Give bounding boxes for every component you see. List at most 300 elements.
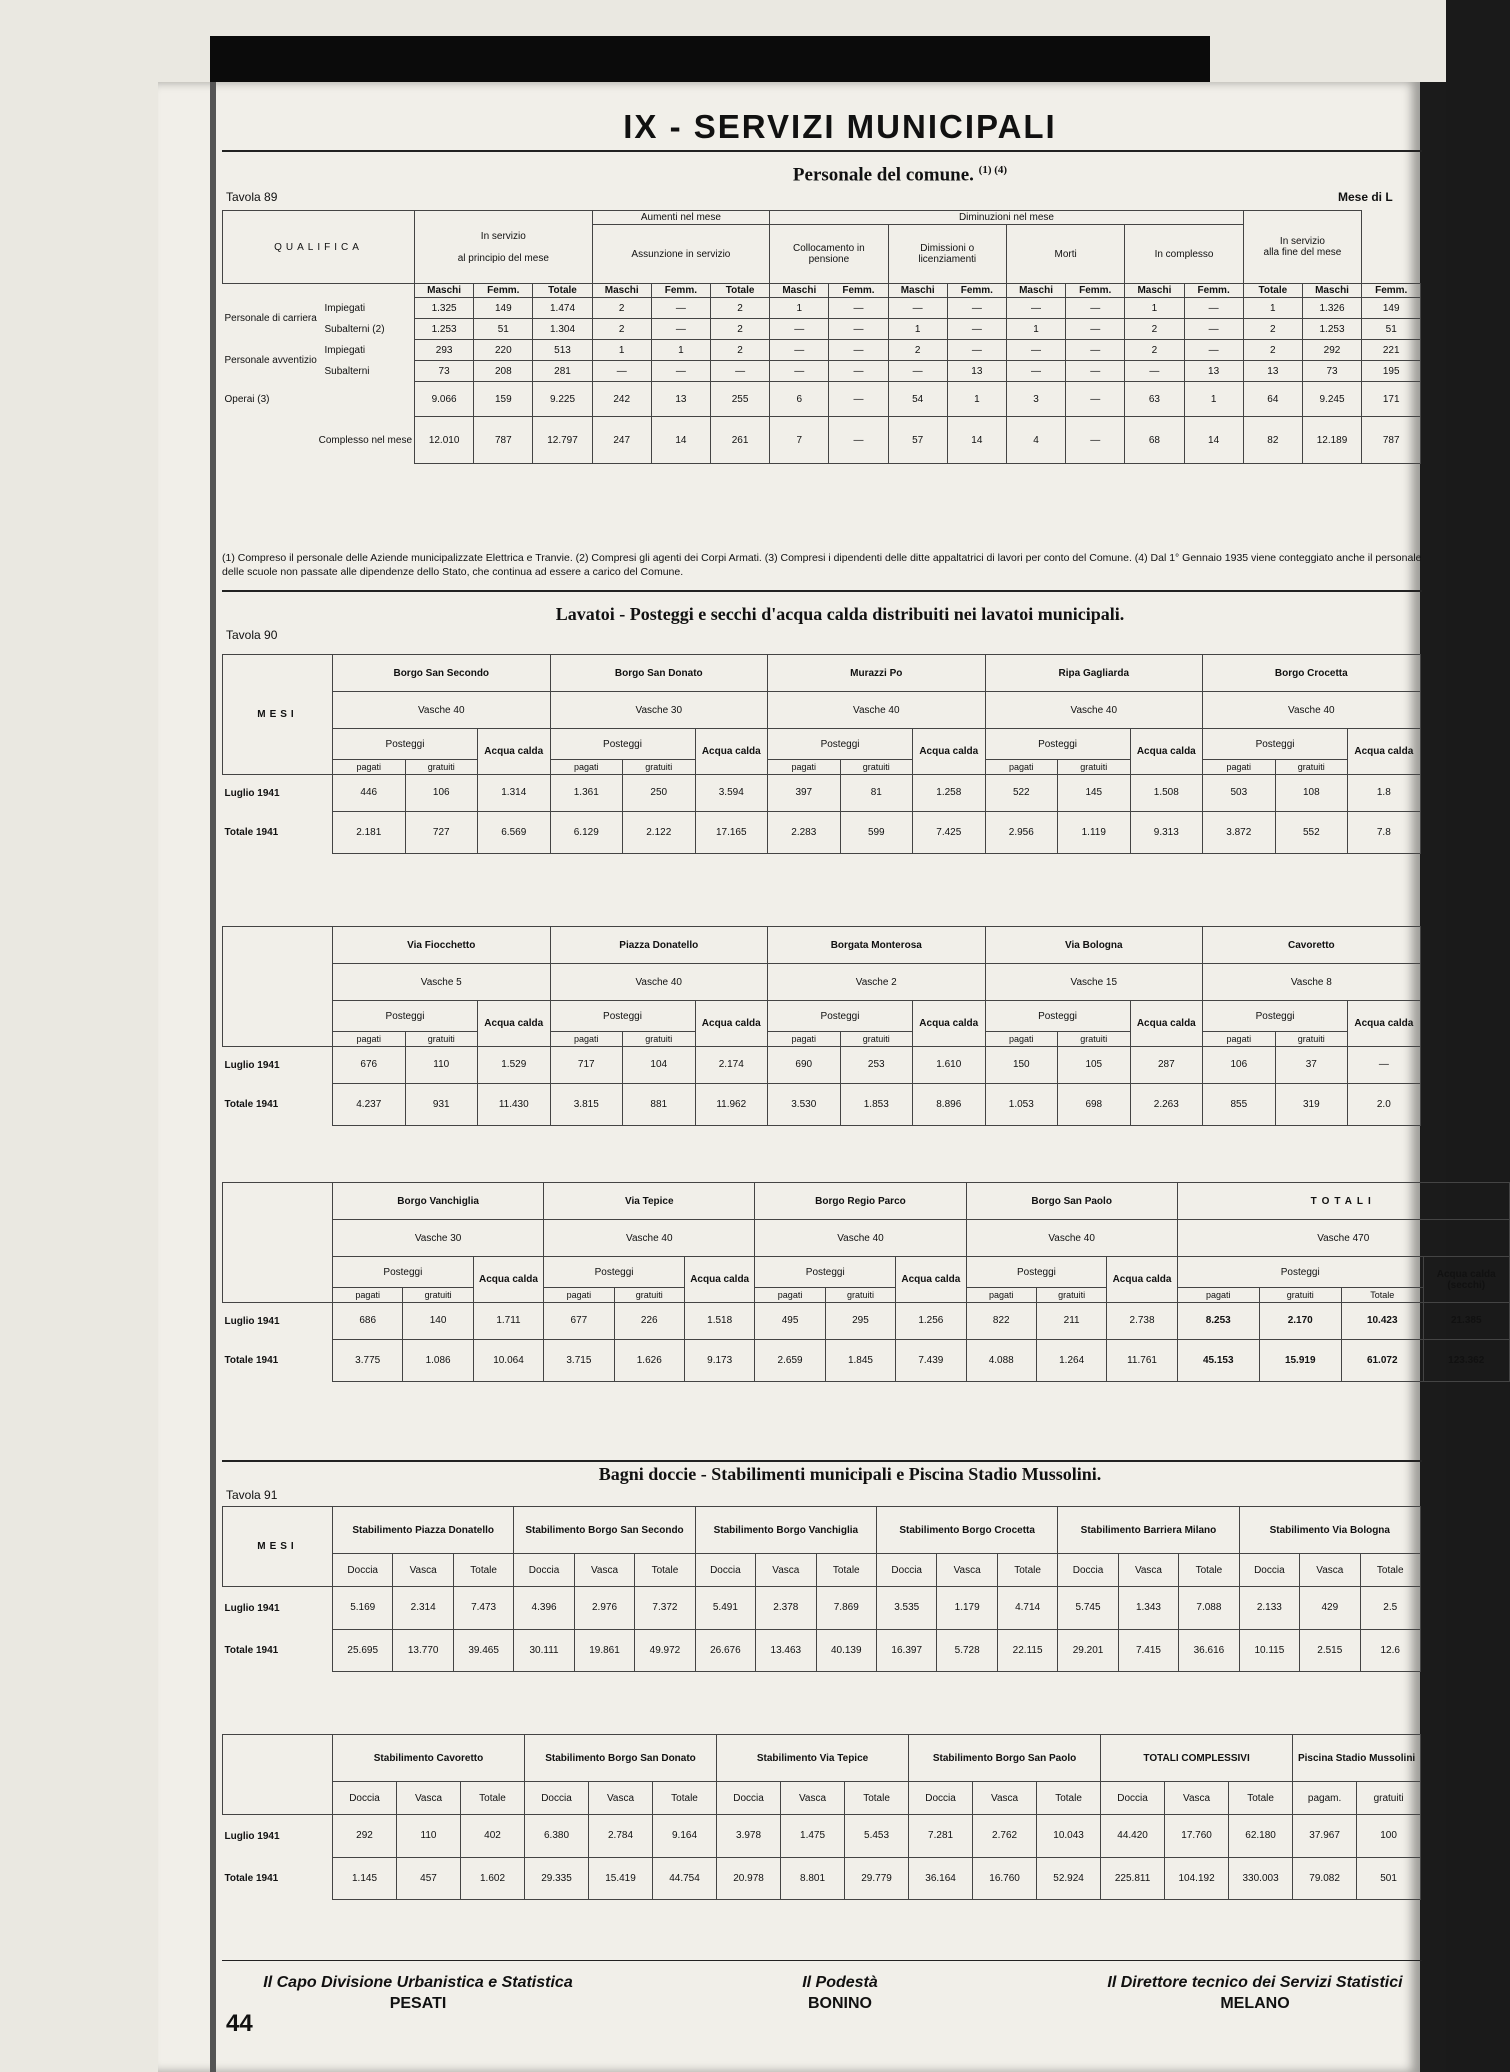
laundry-data-row	[223, 811, 1421, 853]
table-cell: 255	[710, 382, 769, 417]
total-header: Totale	[845, 1782, 909, 1815]
station-tubs: Vasche 15	[985, 964, 1203, 1001]
station-tubs: Vasche 40	[755, 1220, 966, 1257]
station-tubs: Vasche 40	[985, 692, 1203, 729]
table-cell: 2.174	[695, 1047, 768, 1084]
table-cell: 8.253	[1177, 1303, 1259, 1340]
table-cell: —	[1006, 361, 1065, 382]
table-cell: 397	[768, 775, 841, 812]
table-cell: —	[1184, 298, 1243, 319]
stalls-header: Posteggi	[985, 729, 1130, 760]
table-cell: 4.237	[333, 1083, 406, 1125]
shower-header: Doccia	[909, 1782, 973, 1815]
table-cell: —	[1066, 340, 1125, 361]
table-cell: 29.779	[845, 1857, 909, 1899]
sex-subheader-cell: Totale	[533, 284, 592, 298]
station-tubs: Vasche 40	[768, 692, 986, 729]
table-cell: 2	[710, 340, 769, 361]
table-cell: 40.139	[816, 1629, 876, 1671]
table-cell: —	[651, 319, 710, 340]
table-cell: 25.695	[333, 1629, 393, 1671]
table-cell: 14	[1184, 417, 1243, 464]
table-cell: 503	[1203, 775, 1276, 812]
table-cell: 22.115	[997, 1629, 1057, 1671]
hot-water-header: Acqua calda	[913, 1001, 986, 1047]
tavola-89-month: Mese di L	[1338, 190, 1393, 204]
station-name: Murazzi Po	[768, 655, 986, 692]
table-cell: 110	[405, 1047, 478, 1084]
tavola-89-title: Personale del comune. $^{(1) (4)}$	[792, 164, 1008, 186]
table-cell: —	[829, 361, 888, 382]
table-cell: 10.064	[473, 1339, 543, 1381]
table-cell: 64	[1243, 382, 1302, 417]
table-cell: 1.053	[985, 1083, 1058, 1125]
free-header: gratuiti	[840, 1032, 913, 1047]
total-header: Totale	[453, 1554, 513, 1587]
station-name: Borgo San Donato	[550, 655, 768, 692]
total-decrease-header: In complesso	[1125, 225, 1243, 284]
free-header: gratuiti	[1275, 760, 1348, 775]
table-cell: 110	[397, 1815, 461, 1858]
table-cell: 1	[770, 298, 829, 319]
table-cell: 17.760	[1165, 1815, 1229, 1858]
table-cell: 149	[474, 298, 533, 319]
table-cell: 457	[397, 1857, 461, 1899]
table-cell: 2.0	[1348, 1083, 1421, 1125]
table-cell: 79.082	[1293, 1857, 1357, 1899]
table-cell: 1.518	[684, 1303, 754, 1340]
sex-subheader-cell: Maschi	[888, 284, 947, 298]
row-label: Luglio 1941	[224, 787, 280, 799]
scan-shadow-top	[210, 36, 1210, 82]
pool-free-header: gratuiti	[1357, 1782, 1421, 1815]
hot-water-header: Acqua calda	[913, 729, 986, 775]
total-header: Totale	[816, 1554, 876, 1587]
table-cell: 36.164	[909, 1857, 973, 1899]
sex-subheader-cell: Maschi	[1006, 284, 1065, 298]
hot-water-header: Acqua calda	[473, 1257, 543, 1303]
table-cell: 140	[403, 1303, 473, 1340]
table-cell: 1.258	[913, 775, 986, 812]
table-cell: 15.919	[1259, 1339, 1341, 1381]
table-cell: 2.314	[393, 1587, 453, 1630]
table-cell: 3.815	[550, 1083, 623, 1125]
shower-header: Doccia	[333, 1782, 397, 1815]
tub-header: Vasca	[393, 1554, 453, 1587]
station-tubs: Vasche 40	[550, 964, 768, 1001]
table-cell: 105	[1058, 1047, 1131, 1084]
table-cell: 104	[623, 1047, 696, 1084]
table-cell: 61.072	[1341, 1339, 1423, 1381]
table-cell: 1.475	[781, 1815, 845, 1858]
table-cell: 171	[1362, 382, 1421, 417]
table-cell: 250	[623, 775, 696, 812]
row-label: Luglio 1941	[224, 1830, 280, 1842]
station-name: Via Bologna	[985, 927, 1203, 964]
table-cell: —	[1066, 382, 1125, 417]
table-cell: 1	[1184, 382, 1243, 417]
sex-subheader-cell: Femm.	[829, 284, 888, 298]
table-cell: 4.714	[997, 1587, 1057, 1630]
table-cell: 5.491	[695, 1587, 755, 1630]
stalls-header: Posteggi	[1203, 1001, 1348, 1032]
table-cell: 8.801	[781, 1857, 845, 1899]
personnel-row	[223, 298, 1421, 319]
tub-header: Vasca	[937, 1554, 997, 1587]
table-cell: 2.122	[623, 811, 696, 853]
table-cell: 522	[985, 775, 1058, 812]
shower-header: Doccia	[1101, 1782, 1165, 1815]
table-cell: —	[1066, 417, 1125, 464]
total-header: Totale	[653, 1782, 717, 1815]
table-cell: —	[1125, 361, 1184, 382]
baths-block-top	[222, 1506, 1421, 1672]
table-cell: 787	[474, 417, 533, 464]
table-cell: 2	[1243, 340, 1302, 361]
free-header: gratuiti	[1259, 1288, 1341, 1303]
station-tubs: Vasche 40	[544, 1220, 755, 1257]
table-cell: 220	[474, 340, 533, 361]
section-rule-2	[222, 1460, 1422, 1462]
table-cell: 11.962	[695, 1083, 768, 1125]
table-cell: 1.853	[840, 1083, 913, 1125]
sex-subheader-cell: Maschi	[770, 284, 829, 298]
table-cell: 159	[474, 382, 533, 417]
table-cell: 319	[1275, 1083, 1348, 1125]
table-cell: 19.861	[574, 1629, 634, 1671]
table-cell: 73	[1302, 361, 1361, 382]
table-cell: —	[710, 361, 769, 382]
months-header: MESI	[223, 655, 333, 775]
table-cell: 37.967	[1293, 1815, 1357, 1858]
table-cell: 855	[1203, 1083, 1276, 1125]
sex-subheader-cell: Femm.	[474, 284, 533, 298]
free-header: gratuiti	[405, 1032, 478, 1047]
table-cell: —	[1066, 361, 1125, 382]
bath-station-name: Stabilimento Barriera Milano	[1058, 1507, 1239, 1554]
table-cell: 6	[770, 382, 829, 417]
paid-header: pagati	[333, 1032, 406, 1047]
table-cell: 9.313	[1130, 811, 1203, 853]
table-cell: 3.594	[695, 775, 768, 812]
table-cell: 54	[888, 382, 947, 417]
table-cell: 1.086	[403, 1339, 473, 1381]
resignation-header: Dimissioni o licenziamenti	[888, 225, 1006, 284]
table-cell: 104.192	[1165, 1857, 1229, 1899]
table-cell: 1.304	[533, 319, 592, 340]
table-cell: 8.896	[913, 1083, 986, 1125]
tub-header: Vasca	[1118, 1554, 1178, 1587]
table-cell: 2	[592, 298, 651, 319]
personnel-row-label: Operai (3)	[224, 393, 270, 405]
personnel-row-label: Subalterni	[324, 365, 370, 377]
free-header: gratuiti	[1058, 1032, 1131, 1047]
free-header: gratuiti	[623, 1032, 696, 1047]
table-cell: 2.378	[756, 1587, 816, 1630]
laundry-block-2	[222, 926, 1421, 1126]
table-cell: 7.869	[816, 1587, 876, 1630]
hiring-header: Assunzione in servizio	[592, 225, 770, 284]
table-cell: 4.088	[966, 1339, 1036, 1381]
sex-subheader-cell: Femm.	[1184, 284, 1243, 298]
table-cell: 2.738	[1107, 1303, 1177, 1340]
table-cell: 149	[1362, 298, 1421, 319]
stalls-header: Posteggi	[966, 1257, 1107, 1288]
row-label: Luglio 1941	[224, 1315, 280, 1327]
free-header: gratuiti	[840, 760, 913, 775]
title-rule	[222, 150, 1422, 152]
hot-water-header: Acqua calda	[896, 1257, 966, 1303]
table-cell: 6.569	[478, 811, 551, 853]
table-cell: 1.256	[896, 1303, 966, 1340]
station-name: Cavoretto	[1203, 927, 1421, 964]
row-label: Totale 1941	[224, 1098, 279, 1110]
table-cell: 9.225	[533, 382, 592, 417]
table-cell: 9.066	[415, 382, 474, 417]
free-header: gratuiti	[1275, 1032, 1348, 1047]
table-cell: —	[1184, 319, 1243, 340]
row-label: Totale 1941	[224, 826, 279, 838]
bath-station-name: Stabilimento Borgo Crocetta	[877, 1507, 1058, 1554]
table-cell: 1	[651, 340, 710, 361]
hot-water-header: Acqua calda	[684, 1257, 754, 1303]
paid-header: pagati	[1203, 760, 1276, 775]
station-name: Via Tepice	[544, 1183, 755, 1220]
personnel-row-label: Subalterni (2)	[324, 323, 385, 335]
table-cell: 1.145	[333, 1857, 397, 1899]
table-cell: —	[829, 340, 888, 361]
table-cell: 5.728	[937, 1629, 997, 1671]
table-cell: 1.474	[533, 298, 592, 319]
page-number: 44	[226, 2010, 253, 2037]
shower-header: Doccia	[877, 1554, 937, 1587]
table-cell: 14	[651, 417, 710, 464]
station-tubs: Vasche 8	[1203, 964, 1421, 1001]
table-cell: 145	[1058, 775, 1131, 812]
stalls-header: Posteggi	[755, 1257, 896, 1288]
table-cell: 123.362	[1423, 1339, 1509, 1381]
stalls-header: Posteggi	[544, 1257, 685, 1288]
totals-tubs: Vasche 470	[1177, 1220, 1509, 1257]
table-cell: 3	[1006, 382, 1065, 417]
laundry-data-row	[223, 1083, 1421, 1125]
table-cell: 1.845	[825, 1339, 895, 1381]
table-cell: 13	[1243, 361, 1302, 382]
station-name: Borgo San Paolo	[966, 1183, 1177, 1220]
hot-water-header: Acqua calda	[695, 1001, 768, 1047]
total-header: Totale	[635, 1554, 695, 1587]
stalls-header: Posteggi	[333, 729, 478, 760]
table-cell: —	[770, 340, 829, 361]
table-cell: 293	[415, 340, 474, 361]
table-cell: —	[829, 382, 888, 417]
tub-header: Vasca	[1300, 1554, 1360, 1587]
total-header: Totale	[1229, 1782, 1293, 1815]
table-cell: —	[1348, 1047, 1421, 1084]
table-cell: 82	[1243, 417, 1302, 464]
total-header: Totale	[1037, 1782, 1101, 1815]
bath-station-name: Stabilimento Cavoretto	[333, 1735, 525, 1782]
station-name: Borgo San Secondo	[333, 655, 551, 692]
table-cell: 2.762	[973, 1815, 1037, 1858]
table-cell: 221	[1362, 340, 1421, 361]
table-cell: 2.283	[768, 811, 841, 853]
table-cell: 12.797	[533, 417, 592, 464]
hot-water-header: Acqua calda	[1348, 1001, 1421, 1047]
page-title: IX - SERVIZI MUNICIPALI	[623, 108, 1057, 145]
station-tubs: Vasche 40	[333, 692, 551, 729]
table-cell: 4	[1006, 417, 1065, 464]
table-cell: 62.180	[1229, 1815, 1293, 1858]
tub-header: Vasca	[781, 1782, 845, 1815]
total-header: Totale	[461, 1782, 525, 1815]
stalls-header: Posteggi	[1177, 1257, 1423, 1288]
retirement-header: Collocamento in pensione	[770, 225, 888, 284]
decreases-header: Diminuzioni nel mese	[770, 211, 1244, 225]
baths-data-row	[223, 1815, 1421, 1858]
personnel-row-label: Complesso nel mese	[318, 434, 413, 446]
tavola-89-footnotes: (1) Compreso il personale delle Aziende municipalizzate Elettrica e Tranvie. (2) Compresi gli agenti dei Corpi Armati. (3) Compresi i dipendenti delle ditte appaltatrici di lavori per conto del Comune. (4) Dal 1° Gennaio 1935 viene conteggiato anche il personale delle scuole non passate alle dipendenze dello Stato, che continua ad essere a carico del Comune.	[222, 552, 1422, 578]
table-cell: 7.415	[1118, 1629, 1178, 1671]
table-cell: 1.343	[1118, 1587, 1178, 1630]
table-cell: 11.761	[1107, 1339, 1177, 1381]
table-cell: —	[888, 361, 947, 382]
laundry-block-1	[222, 654, 1421, 854]
table-cell: 1	[888, 319, 947, 340]
bath-station-name: Stabilimento Piazza Donatello	[333, 1507, 514, 1554]
row-label: Totale 1941	[224, 1644, 279, 1656]
table-cell: 57	[888, 417, 947, 464]
table-cell: —	[1006, 298, 1065, 319]
table-cell: —	[829, 298, 888, 319]
pool-header: Piscina Stadio Mussolini	[1293, 1735, 1421, 1782]
table-cell: 29.201	[1058, 1629, 1118, 1671]
bath-station-name: Stabilimento Via Bologna	[1239, 1507, 1420, 1554]
table-cell: 3.715	[544, 1339, 614, 1381]
laundry-data-row	[223, 1339, 1510, 1381]
table-cell: 1.264	[1036, 1339, 1106, 1381]
total-header: Totale	[1360, 1554, 1420, 1587]
table-cell: 330.003	[1229, 1857, 1293, 1899]
table-cell: 1.361	[550, 775, 623, 812]
table-cell: 253	[840, 1047, 913, 1084]
table-cell: 7.473	[453, 1587, 513, 1630]
table-cell: 247	[592, 417, 651, 464]
paid-header: pagati	[966, 1288, 1036, 1303]
table-cell: 2.133	[1239, 1587, 1299, 1630]
shower-header: Doccia	[1239, 1554, 1299, 1587]
table-cell: 686	[333, 1303, 403, 1340]
table-cell: 446	[333, 775, 406, 812]
table-cell: 7.439	[896, 1339, 966, 1381]
table-cell: 5.453	[845, 1815, 909, 1858]
paid-header: pagati	[985, 760, 1058, 775]
hot-water-header: Acqua calda (secchi)	[1423, 1257, 1509, 1303]
table-cell: 676	[333, 1047, 406, 1084]
table-cell: —	[888, 298, 947, 319]
table-cell: 717	[550, 1047, 623, 1084]
station-name: Borgo Vanchiglia	[333, 1183, 544, 1220]
free-header: gratuiti	[623, 760, 696, 775]
table-cell: 7.088	[1179, 1587, 1239, 1630]
table-cell: 727	[405, 811, 478, 853]
table-cell: 242	[592, 382, 651, 417]
stalls-header: Posteggi	[1203, 729, 1348, 760]
table-cell: 1.326	[1302, 298, 1361, 319]
table-cell: 3.775	[333, 1339, 403, 1381]
in-service-end-header: In servizio alla fine del mese	[1243, 211, 1361, 284]
table-cell: 2.181	[333, 811, 406, 853]
paid-header: pagati	[1203, 1032, 1276, 1047]
bath-station-name: TOTALI COMPLESSIVI	[1101, 1735, 1293, 1782]
table-cell: 2.659	[755, 1339, 825, 1381]
station-name: Ripa Gagliarda	[985, 655, 1203, 692]
table-cell: 295	[825, 1303, 895, 1340]
months-header	[223, 1183, 333, 1303]
table-cell: 5.169	[333, 1587, 393, 1630]
sex-subheader-cell: Femm.	[1066, 284, 1125, 298]
sex-subheader-cell: Totale	[710, 284, 769, 298]
tavola-90-title: Lavatoi - Posteggi e secchi d'acqua calda distribuiti nei lavatoi municipali.	[555, 604, 1125, 624]
tub-header: Vasca	[589, 1782, 653, 1815]
table-cell: 10.043	[1037, 1815, 1101, 1858]
shower-header: Doccia	[1058, 1554, 1118, 1587]
table-cell: 21.385	[1423, 1303, 1509, 1340]
table-cell: 3.535	[877, 1587, 937, 1630]
paid-header: pagati	[768, 760, 841, 775]
in-service-start-header: In servizio al principio del mese	[415, 211, 593, 284]
free-header: gratuiti	[614, 1288, 684, 1303]
stalls-header: Posteggi	[333, 1001, 478, 1032]
table-cell: 2.956	[985, 811, 1058, 853]
personnel-row	[223, 319, 1421, 340]
table-cell: 16.397	[877, 1629, 937, 1671]
table-cell: 10.115	[1239, 1629, 1299, 1671]
tub-header: Vasca	[397, 1782, 461, 1815]
laundry-data-row	[223, 775, 1421, 812]
hot-water-header: Acqua calda	[1348, 729, 1421, 775]
table-cell: 1.314	[478, 775, 551, 812]
paid-header: pagati	[550, 760, 623, 775]
hot-water-header: Acqua calda	[478, 729, 551, 775]
table-cell: 287	[1130, 1047, 1203, 1084]
table-cell: 195	[1362, 361, 1421, 382]
personnel-row	[223, 340, 1421, 361]
paid-header: pagati	[333, 1288, 403, 1303]
table-cell: 44.754	[653, 1857, 717, 1899]
table-cell: 7.372	[635, 1587, 695, 1630]
row-label: Totale 1941	[224, 1354, 279, 1366]
laundry-data-row	[223, 1047, 1421, 1084]
table-cell: 100	[1357, 1815, 1421, 1858]
station-name: Via Fiocchetto	[333, 927, 551, 964]
table-cell: 13.463	[756, 1629, 816, 1671]
station-name: Borgo Crocetta	[1203, 655, 1421, 692]
bath-station-name: Stabilimento Borgo San Donato	[525, 1735, 717, 1782]
tub-header: Vasca	[1165, 1782, 1229, 1815]
station-tubs: Vasche 5	[333, 964, 551, 1001]
table-cell: 13	[947, 361, 1006, 382]
station-name: Borgo Regio Parco	[755, 1183, 966, 1220]
shower-header: Doccia	[333, 1554, 393, 1587]
table-cell: —	[1066, 298, 1125, 319]
laundry-block-3	[222, 1182, 1510, 1382]
baths-block-bottom	[222, 1734, 1421, 1900]
table-cell: 1.325	[415, 298, 474, 319]
table-cell: 429	[1300, 1587, 1360, 1630]
table-cell: 599	[840, 811, 913, 853]
baths-data-row	[223, 1587, 1421, 1630]
